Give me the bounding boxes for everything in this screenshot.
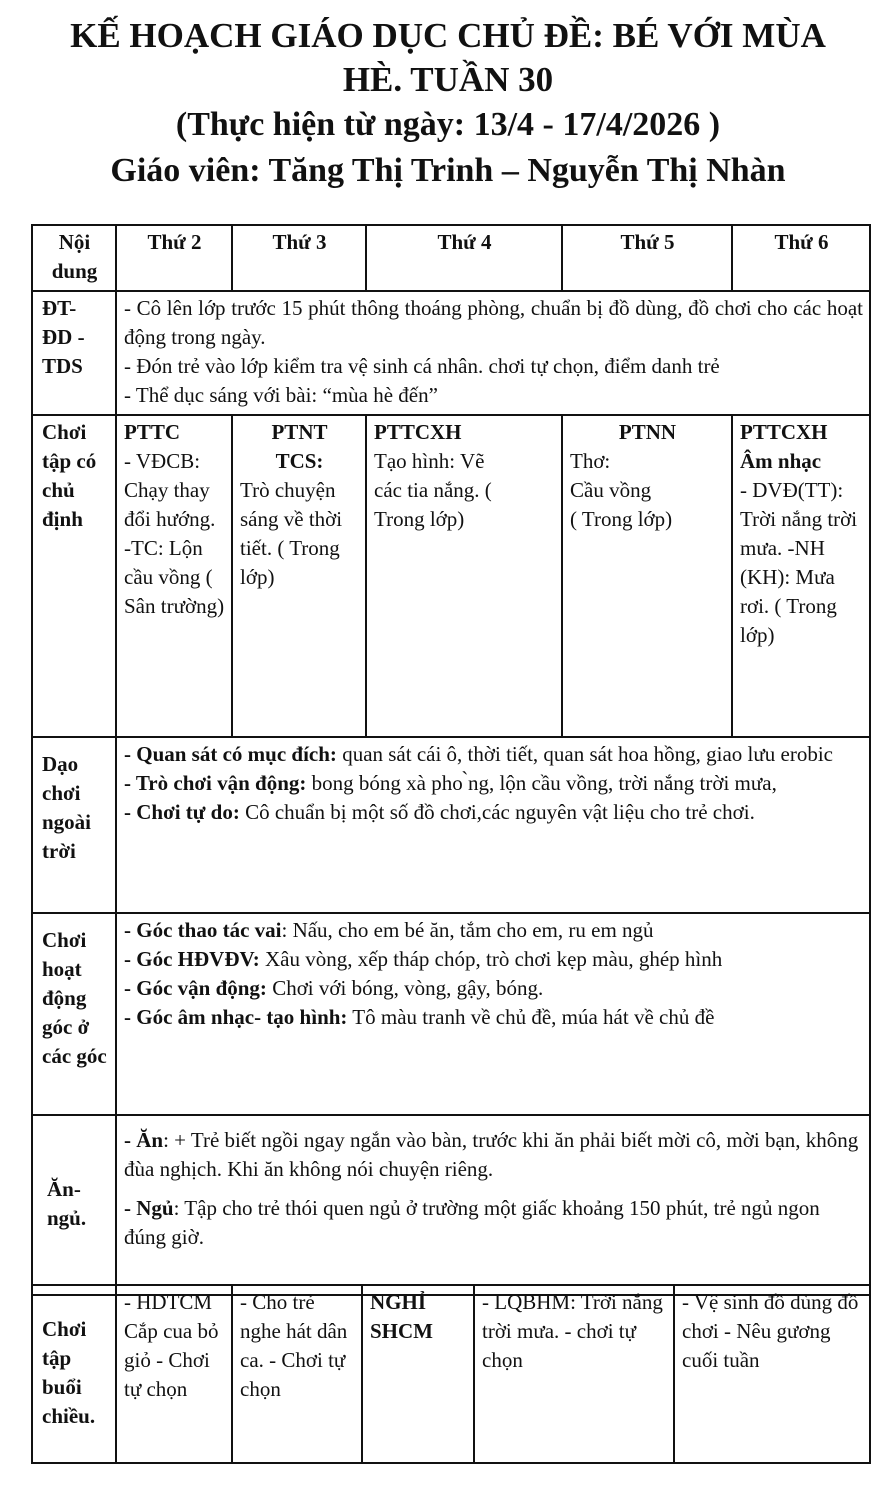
choi-tap-thu-4-body: Tạo hình: Vẽ các tia nắng. ( Trong lớp) (374, 449, 492, 531)
dao-choi-item-2 (124, 769, 863, 798)
choi-tap-thu-5-head: PTNN (618, 420, 677, 444)
ngu-title: - Ngủ (124, 1196, 174, 1220)
choi-tap-thu-5-body-2: Cầu vồng (570, 478, 652, 502)
chieu-thu-3: - Cho trẻ nghe hát dân ca. - Chơi tự chọn (232, 1285, 362, 1463)
header-thu-5: Thứ 5 (562, 225, 732, 291)
choi-tap-thu-2-head: PTTC (124, 420, 181, 444)
choi-tap-thu-6 (732, 415, 870, 737)
row-label-goc: Chơi hoạt động góc ở các góc (32, 913, 116, 1115)
title-line-1: KẾ HOẠCH GIÁO DỤC CHỦ ĐỀ: BÉ VỚI MÙA (70, 16, 826, 55)
chieu-thu-5: - LQBHM: Trời nắng trời mưa. - chơi tự chọn (474, 1285, 674, 1463)
dao-choi-item-1-title: - Quan sát có mục đích: (124, 742, 337, 766)
row-dao-choi-ngoai-troi (32, 737, 870, 913)
afternoon-table (31, 1284, 871, 1464)
row-choi-tap-co-chu-dinh (32, 415, 870, 737)
choi-tap-thu-6-body: - DVĐ(TT): Trời nắng trời mưa. -NH (KH): Mưa rơi. ( Trong lớp) (740, 478, 858, 647)
row-dt-dd-tds (32, 291, 870, 415)
row-label-dt: ĐT- ĐD - TDS (32, 291, 116, 415)
title-date-range: (Thực hiện từ ngày: 13/4 - 17/4/2026 ) (175, 106, 721, 143)
choi-tap-thu-3-head2: TCS: (275, 449, 324, 473)
dao-choi-item-1-text: quan sát cái ô, thời tiết, quan sát hoa hồng, giao lưu erobic (336, 742, 833, 766)
goc-item-2-text: Xâu vòng, xếp tháp chóp, trò chơi kẹp màu, ghép hình (259, 947, 723, 971)
header-thu-3: Thứ 3 (232, 225, 366, 291)
dao-choi-item-2-title: - Trò chơi vận động: (124, 771, 307, 795)
row-choi-tap-buoi-chieu (32, 1285, 870, 1463)
row-an-ngu (32, 1115, 870, 1295)
choi-tap-thu-6-head2: Âm nhạc (740, 449, 822, 473)
choi-tap-thu-4 (366, 415, 562, 737)
dt-content (116, 291, 870, 415)
choi-tap-thu-3-body: Trò chuyện sáng về thời tiết. ( Trong lớp) (240, 478, 343, 589)
goc-item-3-text: Chơi với bóng, vòng, gậy, bóng. (266, 976, 544, 1000)
dao-choi-item-2-text: bong bóng xà pho ̀ng, lộn cầu vồng, trời nắng trời mưa, (306, 771, 777, 795)
chieu-thu-6: - Vệ sinh đồ dùng đồ chơi - Nêu gương cuối tuần (674, 1285, 870, 1463)
header-thu-2: Thứ 2 (116, 225, 232, 291)
document-title (0, 14, 896, 194)
dao-choi-item-3-text: Cô chuẩn bị một số đồ chơi,các nguyên vật liệu cho trẻ chơi. (239, 800, 755, 824)
goc-item-2-title: - Góc HĐVĐV: (124, 947, 260, 971)
choi-tap-thu-5-body-1: Thơ: (570, 449, 611, 473)
ngu-text: : Tập cho trẻ thói quen ngủ ở trường một giấc khoảng 150 phút, trẻ ngủ ngon đúng giờ. (124, 1196, 820, 1249)
goc-item-3-title: - Góc vận động: (124, 976, 267, 1000)
an-content (124, 1126, 863, 1184)
chieu-thu-2: - HDTCM Cắp cua bỏ giỏ - Chơi tự chọn (116, 1285, 232, 1463)
dao-choi-content (116, 737, 870, 913)
header-thu-4: Thứ 4 (366, 225, 562, 291)
row-label-an-ngu: Ăn- ngủ. (32, 1115, 116, 1295)
row-label-dao-choi: Dạo chơi ngoài trời (32, 737, 116, 913)
an-ngu-content (116, 1115, 870, 1295)
chieu-thu-4: NGHỈ SHCM (362, 1285, 474, 1463)
choi-tap-thu-2-body: - VĐCB: Chạy thay đổi hướng. -TC: Lộn cầu vồng ( Sân trường) (124, 449, 225, 618)
goc-item-2 (124, 945, 863, 974)
goc-item-3 (124, 974, 863, 1003)
goc-item-4 (124, 1003, 863, 1032)
choi-tap-thu-2 (116, 415, 232, 737)
title-line-2: HÈ. TUẦN 30 (342, 60, 554, 99)
choi-tap-thu-6-head: PTTCXH (740, 420, 828, 444)
choi-tap-thu-5 (562, 415, 732, 737)
goc-item-1-title: - Góc thao tác vai (124, 918, 282, 942)
dao-choi-item-3-title: - Chơi tự do: (124, 800, 240, 824)
an-title: - Ăn (124, 1128, 164, 1152)
title-teachers: Giáo viên: Tăng Thị Trinh – Nguyễn Thị Nhàn (110, 152, 786, 189)
dao-choi-item-3 (124, 798, 863, 827)
weekly-plan-table (31, 224, 871, 1296)
goc-item-1 (124, 916, 863, 945)
row-label-choi-tap: Chơi tập có chủ định (32, 415, 116, 737)
dt-line-2: - Đón trẻ vào lớp kiểm tra vệ sinh cá nhân. chơi tự chọn, điểm danh trẻ (124, 354, 720, 378)
choi-tap-thu-3 (232, 415, 366, 737)
goc-item-1-text: : Nấu, cho em bé ăn, tắm cho em, ru em ngủ (281, 918, 654, 942)
choi-tap-thu-5-body-3: ( Trong lớp) (570, 507, 673, 531)
choi-tap-thu-3-head: PTNT (271, 420, 328, 444)
ngu-content (124, 1194, 863, 1252)
goc-item-4-text: Tô màu tranh về chủ đề, múa hát về chủ đề (347, 1005, 715, 1029)
dt-line-1: - Cô lên lớp trước 15 phút thông thoáng phòng, chuẩn bị đồ dùng, đồ chơi cho các hoạt động trong ngày. (124, 296, 863, 349)
dt-line-3: - Thể dục sáng với bài: “mùa hè đến” (124, 383, 438, 407)
goc-item-4-title: - Góc âm nhạc- tạo hình: (124, 1005, 348, 1029)
row-label-chieu: Chơi tập buổi chiều. (32, 1285, 116, 1463)
row-hoat-dong-goc (32, 913, 870, 1115)
an-text: : + Trẻ biết ngồi ngay ngắn vào bàn, trước khi ăn phải biết mời cô, mời bạn, không đùa nghịch. Khi ăn không nói chuyện riêng. (124, 1128, 859, 1181)
choi-tap-thu-4-head: PTTCXH (374, 420, 462, 444)
goc-content (116, 913, 870, 1115)
dao-choi-item-1 (124, 740, 863, 769)
header-thu-6: Thứ 6 (732, 225, 870, 291)
table-header-row (32, 225, 870, 291)
header-noi-dung: Nội dung (32, 225, 116, 291)
